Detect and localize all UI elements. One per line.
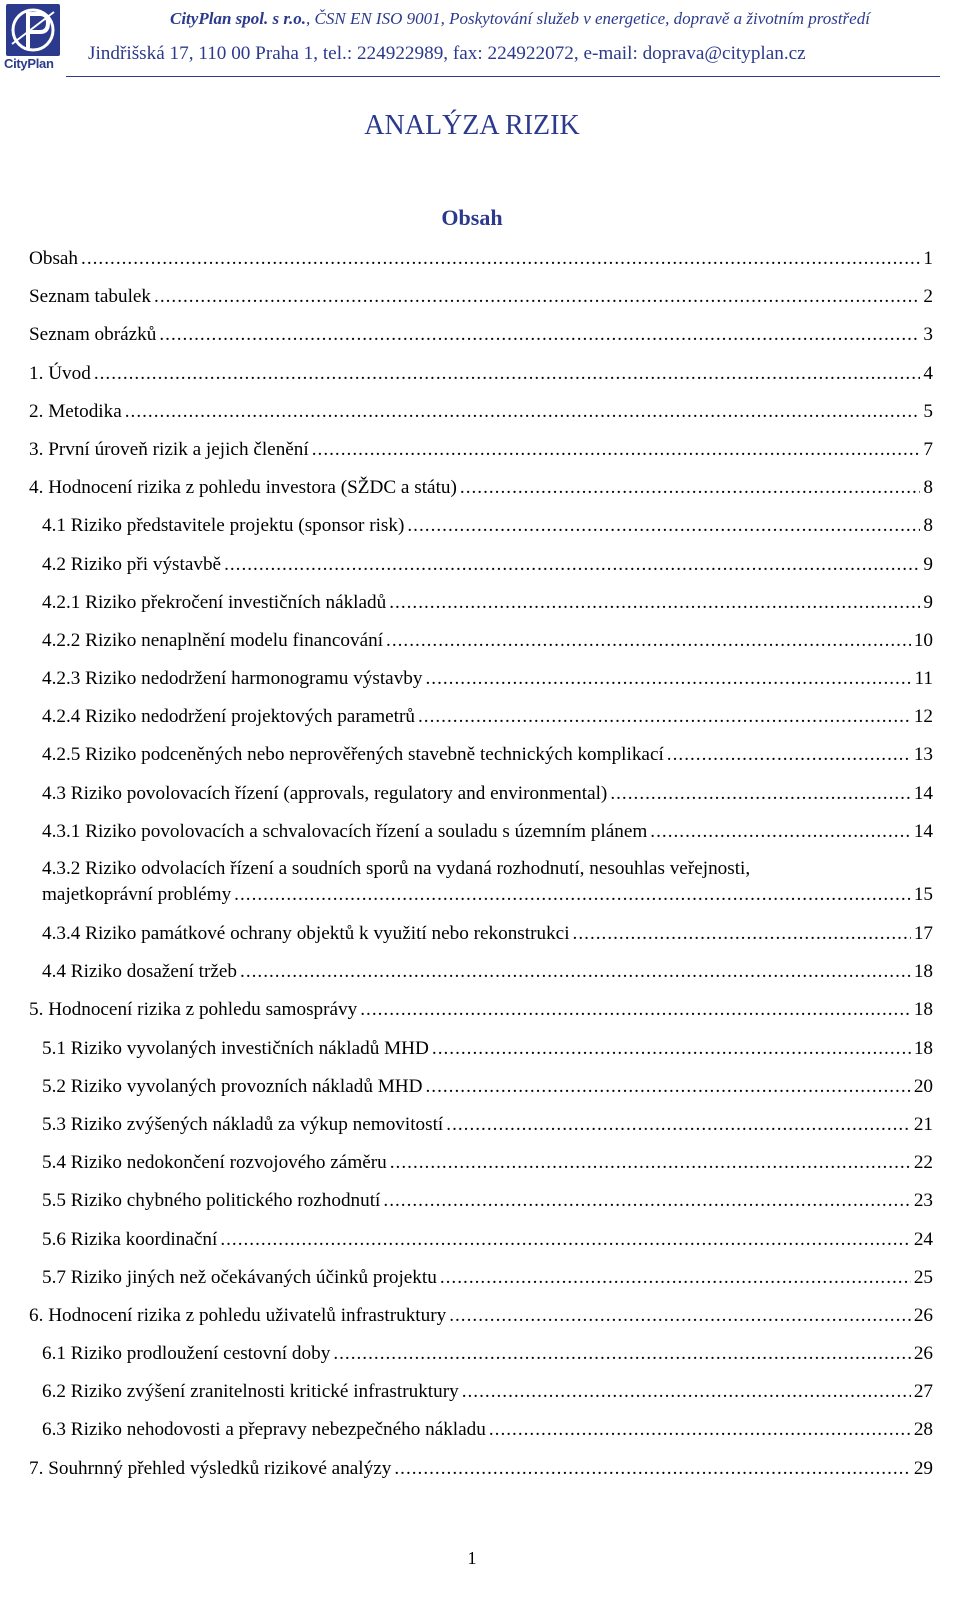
toc-entry[interactable] <box>29 1340 933 1378</box>
toc-leader-dots <box>440 1264 911 1292</box>
toc-entry-label: 4.4 Riziko dosažení tržeb <box>42 961 238 983</box>
toc-entry-label: 5.4 Riziko nedokončení rozvojového záměru <box>42 1152 387 1174</box>
company-name: CityPlan spol. s r.o. <box>170 9 307 28</box>
toc-entry-label: 4.2.4 Riziko nedodržení projektových parametrů <box>42 706 415 728</box>
toc-entry-label: 4.1 Riziko představitele projektu (sponsor risk) <box>42 515 405 537</box>
toc-entry[interactable] <box>29 1416 933 1454</box>
toc-leader-dots <box>390 1149 911 1177</box>
company-description: , ČSN EN ISO 9001, Poskytování služeb v energetice, dopravě a životním prostředí <box>306 9 870 28</box>
toc-leader-dots <box>386 627 911 655</box>
toc-leader-dots <box>432 1035 911 1063</box>
toc-leader-dots <box>462 1378 911 1406</box>
toc-leader-dots <box>389 589 920 617</box>
toc-entry[interactable] <box>29 818 933 856</box>
toc-entry-continuation <box>42 882 933 908</box>
toc-entry-label: 5. Hodnocení rizika z pohledu samosprávy <box>29 999 358 1021</box>
toc-entry-page: 23 <box>913 1190 933 1212</box>
toc-entry[interactable] <box>29 360 933 398</box>
toc-entry-page: 18 <box>913 999 933 1021</box>
toc-entry-label: 4.2 Riziko při výstavbě <box>42 553 222 575</box>
toc-leader-dots <box>610 780 910 808</box>
toc-leader-dots <box>446 1111 911 1139</box>
toc-entry-page: 27 <box>913 1381 933 1403</box>
toc-entry-label: Seznam tabulek <box>29 286 152 308</box>
toc-entry-page: 14 <box>913 782 933 804</box>
toc-entry[interactable] <box>29 1149 933 1187</box>
toc-entry[interactable] <box>29 1302 933 1340</box>
toc-leader-dots <box>154 283 920 311</box>
toc-leader-dots <box>667 741 911 769</box>
logo-mark-icon <box>6 4 60 56</box>
toc-entry-page: 2 <box>923 286 933 308</box>
toc-entry[interactable] <box>29 589 933 627</box>
toc-entry-page: 15 <box>913 884 933 905</box>
toc-leader-dots <box>418 703 911 731</box>
toc-entry[interactable] <box>29 996 933 1034</box>
toc-entry[interactable] <box>29 1111 933 1149</box>
toc-entry-label: 4.2.1 Riziko překročení investičních nákladů <box>42 591 387 613</box>
toc-entry-page: 18 <box>913 961 933 983</box>
toc-entry[interactable] <box>29 436 933 474</box>
toc-leader-dots <box>425 665 911 693</box>
toc-entry-page: 17 <box>913 923 933 944</box>
toc-leader-dots <box>81 245 920 273</box>
toc-leader-dots <box>449 1302 911 1330</box>
toc-entry[interactable] <box>29 321 933 359</box>
toc-entry-page: 14 <box>913 820 933 842</box>
toc-entry-label: 4.2.5 Riziko podceněných nebo neprověřených stavebně technických komplikací <box>42 744 664 766</box>
page-header <box>0 0 960 78</box>
toc-entry-page: 28 <box>913 1419 933 1441</box>
toc-entry-label: 4.3 Riziko povolovacích řízení (approvals, regulatory and environmental) <box>42 782 608 804</box>
toc-entry[interactable] <box>29 856 933 920</box>
toc-leader-dots <box>407 512 920 540</box>
toc-entry-page: 8 <box>923 477 933 499</box>
toc-leader-dots <box>224 551 920 579</box>
toc-leader-dots <box>650 818 911 846</box>
toc-entry-label: 5.6 Rizika koordinační <box>42 1228 218 1250</box>
toc-heading: Obsah <box>441 205 503 230</box>
toc-entry-label-continued: majetkoprávní problémy <box>42 884 232 905</box>
toc-entry-label: 5.2 Riziko vyvolaných provozních nákladů MHD <box>42 1075 423 1097</box>
logo-text: CityPlan <box>4 56 54 71</box>
toc-entry-label: 4.3.4 Riziko památkové ochrany objektů k využití nebo rekonstrukci <box>42 923 570 944</box>
toc-entry[interactable] <box>29 1035 933 1073</box>
toc-entry[interactable] <box>29 958 933 996</box>
toc-entry-page: 9 <box>923 591 933 613</box>
toc-entry-page: 11 <box>914 668 933 690</box>
toc-entry-label: 5.5 Riziko chybného politického rozhodnutí <box>42 1190 381 1212</box>
toc-entry[interactable] <box>29 1455 933 1493</box>
toc-entry-page: 26 <box>913 1343 933 1365</box>
toc-entry-page: 7 <box>923 438 933 460</box>
toc-leader-dots <box>312 436 921 464</box>
toc-entry-page: 12 <box>913 706 933 728</box>
header-divider <box>66 76 940 77</box>
toc-entry-page: 8 <box>923 515 933 537</box>
toc-entry-label: 6.1 Riziko prodloužení cestovní doby <box>42 1343 331 1365</box>
company-line <box>170 9 870 29</box>
toc-entry[interactable] <box>29 780 933 818</box>
toc-entry-page: 10 <box>913 629 933 651</box>
toc-entry[interactable] <box>29 474 933 512</box>
toc-entry[interactable] <box>29 665 933 703</box>
toc-entry[interactable] <box>29 1264 933 1302</box>
toc-entry-page: 4 <box>923 362 933 384</box>
toc-entry-page: 1 <box>923 248 933 269</box>
toc-leader-dots <box>159 321 920 349</box>
toc-entry-page: 26 <box>913 1304 933 1326</box>
toc-entry-label: 6.3 Riziko nehodovosti a přepravy nebezpečného nákladu <box>42 1419 486 1441</box>
toc-entry-page: 21 <box>913 1113 933 1135</box>
toc-entry-page: 29 <box>913 1457 933 1479</box>
toc-leader-dots <box>94 360 921 388</box>
toc-leader-dots <box>573 920 911 948</box>
toc-entry[interactable] <box>29 551 933 589</box>
toc-entry[interactable] <box>29 920 933 958</box>
toc-entry-label: 5.3 Riziko zvýšených nákladů za výkup nemovitostí <box>42 1113 444 1135</box>
toc-entry-label: 1. Úvod <box>29 362 91 384</box>
toc-entry-page: 22 <box>913 1152 933 1174</box>
toc-entry-page: 13 <box>913 744 933 766</box>
toc-entry-page: 3 <box>923 324 933 346</box>
toc-leader-dots <box>360 996 911 1024</box>
toc-entry[interactable] <box>29 1073 933 1111</box>
toc-leader-dots <box>460 474 921 502</box>
toc-entry-page: 20 <box>913 1075 933 1097</box>
toc-leader-dots <box>383 1187 910 1215</box>
toc-entry-page: 25 <box>913 1266 933 1288</box>
toc-entry-page: 18 <box>913 1037 933 1059</box>
toc-leader-dots <box>425 1073 910 1101</box>
toc-entry[interactable] <box>29 398 933 436</box>
toc-entry[interactable] <box>29 703 933 741</box>
toc-leader-dots <box>125 398 921 426</box>
toc-entry-label: Seznam obrázků <box>29 324 157 346</box>
toc-entry[interactable] <box>29 1378 933 1416</box>
toc-entry[interactable] <box>29 245 933 283</box>
toc-entry-label: Obsah <box>29 248 79 269</box>
toc-entry-label: 6.2 Riziko zvýšení zranitelnosti kritické infrastruktury <box>42 1381 459 1403</box>
toc-entry-page: 9 <box>923 553 933 575</box>
toc-leader-dots <box>234 882 911 908</box>
toc-entry-label: 7. Souhrnný přehled výsledků rizikové analýzy <box>29 1457 392 1479</box>
toc-leader-dots <box>220 1226 911 1254</box>
toc-entry-label: 2. Metodika <box>29 400 122 422</box>
toc-entry-page: 24 <box>913 1228 933 1250</box>
toc-entry-label: 5.1 Riziko vyvolaných investičních nákladů MHD <box>42 1037 429 1059</box>
toc-leader-dots <box>240 958 911 986</box>
toc-entry-label: 5.7 Riziko jiných než očekávaných účinků projektu <box>42 1266 437 1288</box>
toc-entry[interactable] <box>29 627 933 665</box>
cityplan-logo <box>4 4 62 76</box>
toc-entry-label: 3. První úroveň rizik a jejich členění <box>29 438 309 460</box>
toc-entry[interactable] <box>29 741 933 779</box>
toc-entry[interactable] <box>29 283 933 321</box>
toc-entry-page: 5 <box>923 400 933 422</box>
toc-entry[interactable] <box>29 512 933 550</box>
toc-entry-label: 6. Hodnocení rizika z pohledu uživatelů infrastruktury <box>29 1304 447 1326</box>
toc-entry[interactable] <box>29 1187 933 1225</box>
toc-leader-dots <box>489 1416 911 1444</box>
toc-entry-label: 4.3.2 Riziko odvolacích řízení a soudních sporů na vydaná rozhodnutí, nesouhlas veřejnosti, <box>42 858 751 879</box>
table-of-contents <box>29 245 933 1493</box>
toc-entry-label: 4.2.2 Riziko nenaplnění modelu financování <box>42 629 384 651</box>
company-address: Jindřišská 17, 110 00 Praha 1, tel.: 224922989, fax: 224922072, e-mail: doprava@cityplan.cz <box>88 43 806 64</box>
toc-entry-label: 4.2.3 Riziko nedodržení harmonogramu výstavby <box>42 668 423 690</box>
toc-entry-label: 4. Hodnocení rizika z pohledu investora (SŽDC a státu) <box>29 477 457 499</box>
toc-leader-dots <box>394 1455 910 1483</box>
toc-entry-label: 4.3.1 Riziko povolovacích a schvalovacích řízení a souladu s územním plánem <box>42 820 648 842</box>
document-title: ANALÝZA RIZIK <box>364 110 580 141</box>
page-number: 1 <box>467 1548 477 1568</box>
toc-leader-dots <box>333 1340 911 1368</box>
toc-entry[interactable] <box>29 1226 933 1264</box>
